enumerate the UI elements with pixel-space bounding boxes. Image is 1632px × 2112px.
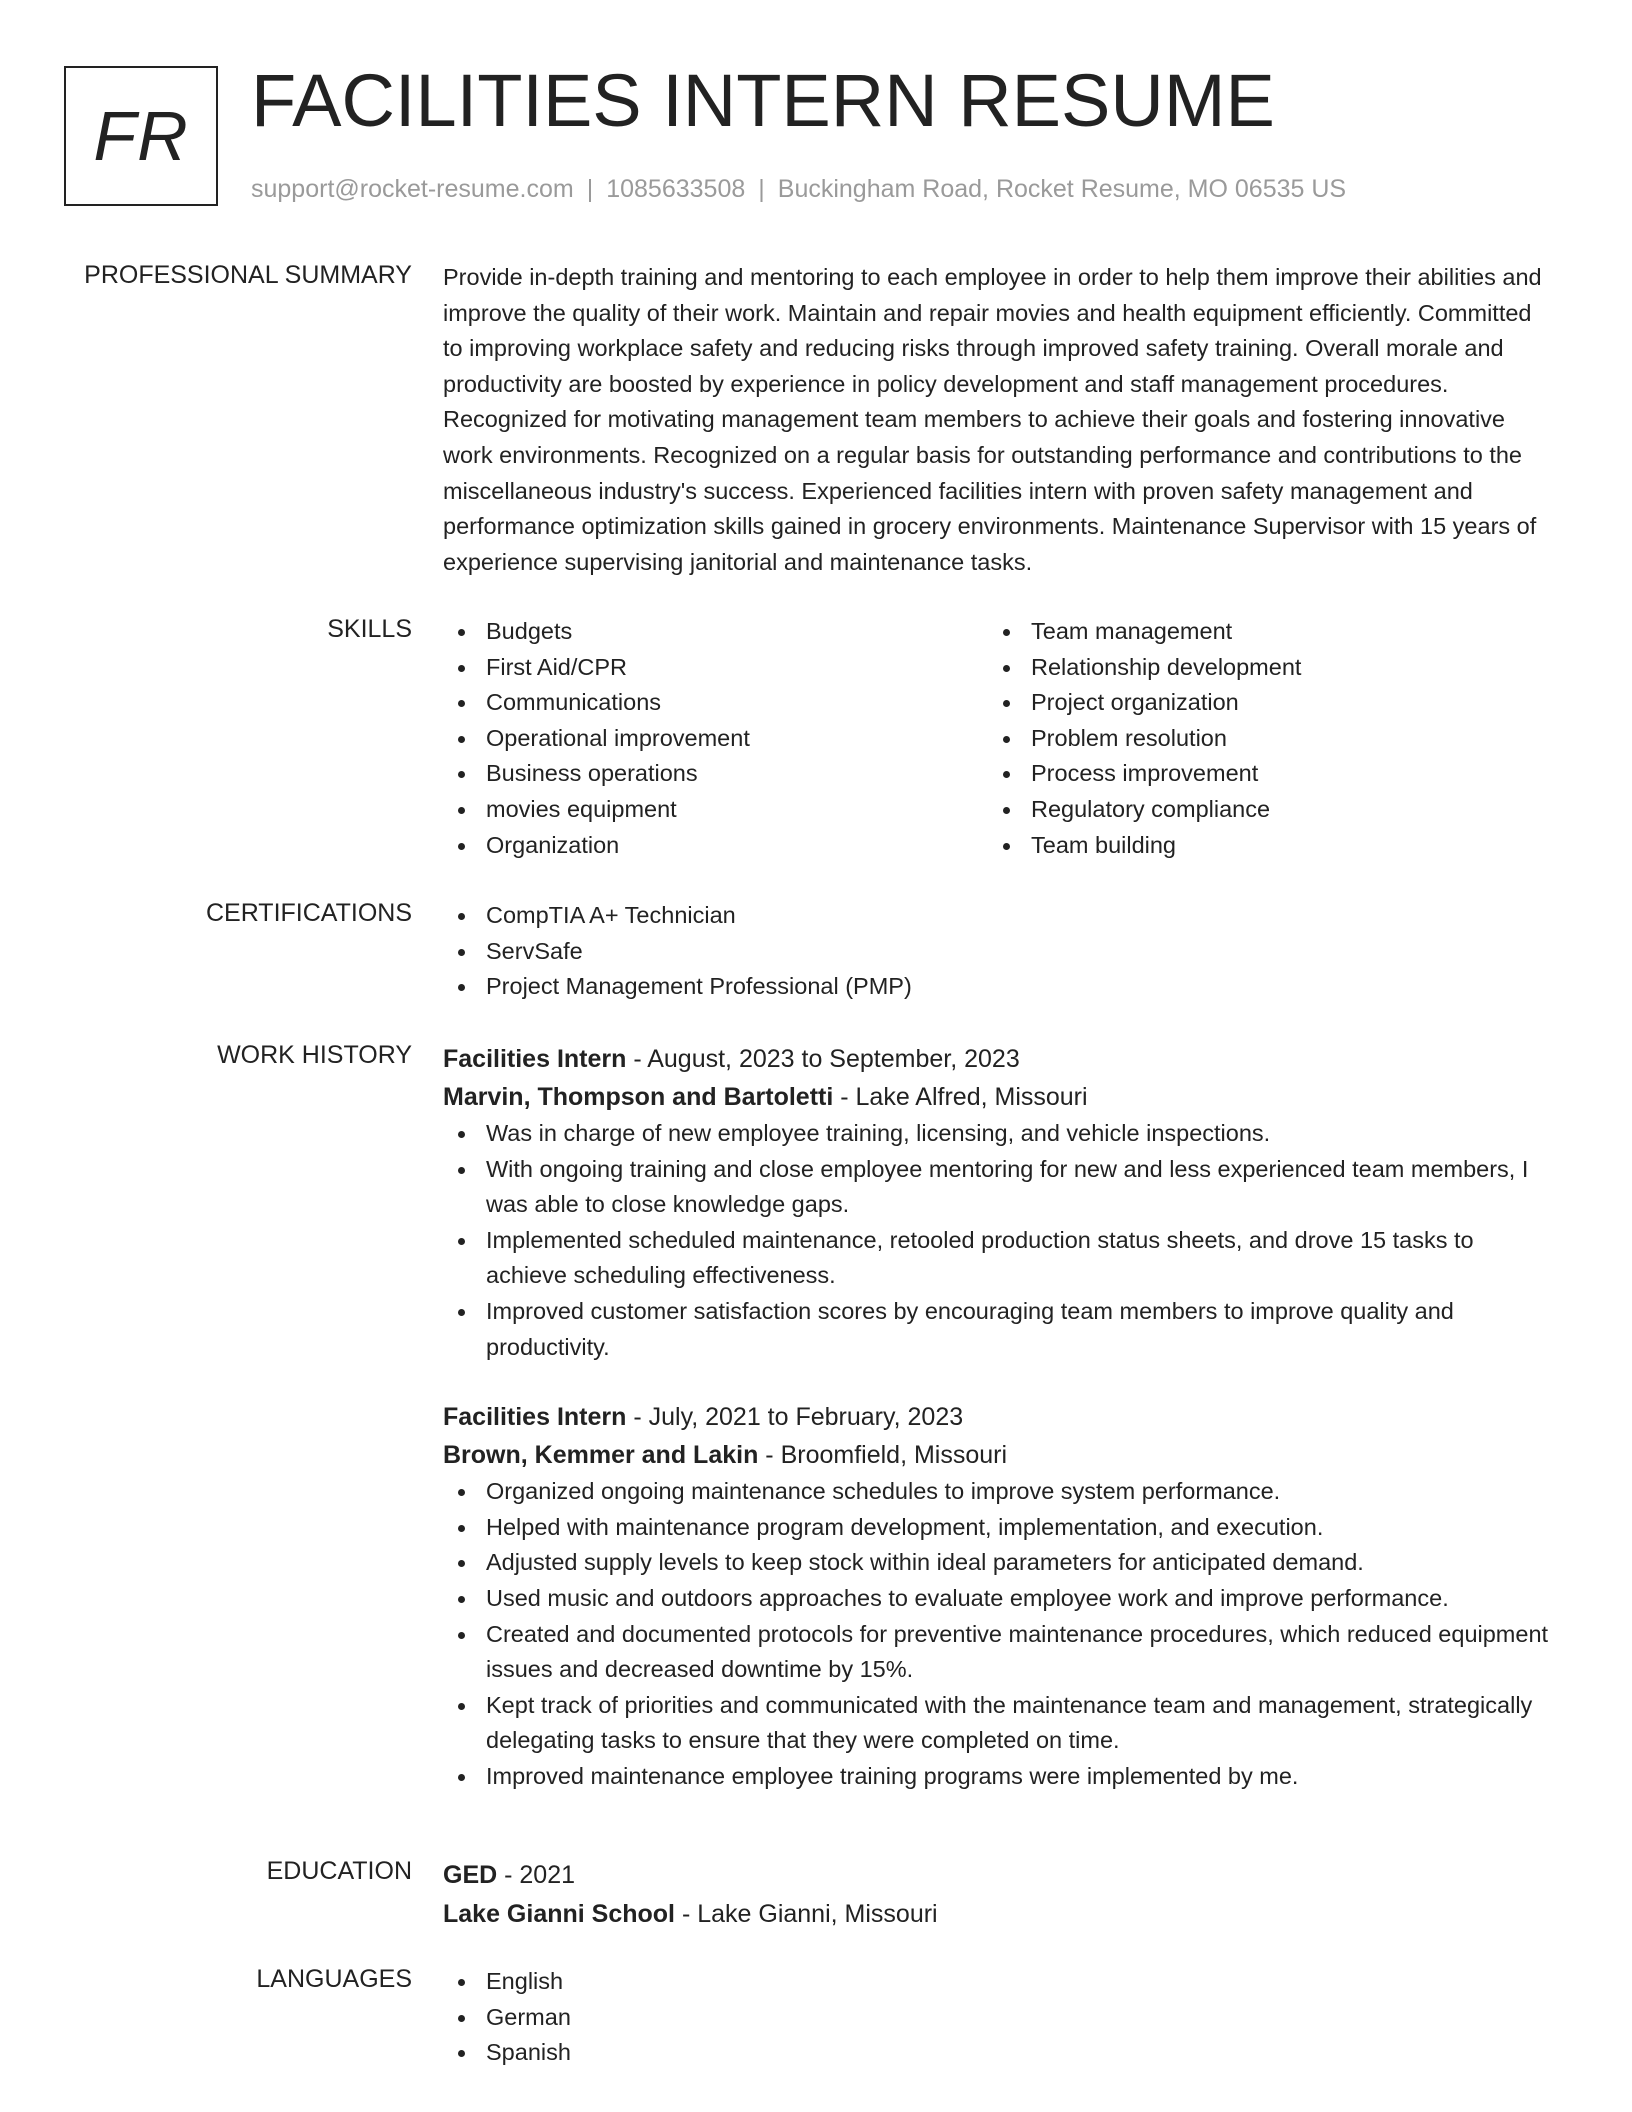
skill-item: Operational improvement [443,721,988,757]
section-label-work-history: WORK HISTORY [217,1041,412,1069]
languages-body [443,1964,1553,2071]
job-duty: Adjusted supply levels to keep stock within ideal parameters for anticipated demand. [443,1545,1553,1581]
certification-item: Project Management Professional (PMP) [443,969,1553,1005]
job-dates: - August, 2023 to September, 2023 [626,1045,1020,1073]
resume-title: FACILITIES INTERN RESUME [251,59,1275,142]
job-title-line [443,1398,1553,1436]
education-degree: GED [443,1861,498,1889]
education-body [443,1856,1553,1933]
job-company: Brown, Kemmer and Lakin [443,1441,759,1470]
certifications-list [443,898,1553,1005]
job-duty: Organized ongoing maintenance schedules to improve system performance. [443,1474,1553,1510]
skill-item: Organization [443,828,988,864]
job-entry [443,1398,1553,1794]
skill-item: Process improvement [988,756,1533,792]
job-location: - Broomfield, Missouri [758,1441,1008,1470]
skill-item: Problem resolution [988,721,1533,757]
skills-list-left [443,614,988,863]
contact-email: support@rocket-resume.com [251,175,574,203]
job-dates: - July, 2021 to February, 2023 [626,1403,964,1432]
skill-item: Project organization [988,685,1533,721]
education-school-line [443,1895,1553,1933]
education-location: - Lake Gianni, Missouri [675,1900,938,1928]
job-duty: Kept track of priorities and communicated with the maintenance team and management, strategically delegating tasks to ensure that they were completed on time. [443,1688,1553,1759]
certifications-body [443,898,1553,1005]
education-degree-line [443,1856,1553,1894]
job-duty: With ongoing training and close employee mentoring for new and less experienced team members, I was able to close knowledge gaps. [443,1152,1553,1223]
languages-list [443,1964,1553,2071]
job-company-line [443,1436,1553,1474]
skill-item: First Aid/CPR [443,650,988,686]
skill-item: Team building [988,828,1533,864]
job-duty: Improved customer satisfaction scores by encouraging team members to improve quality and productivity. [443,1294,1553,1365]
skill-item: Team management [988,614,1533,650]
skill-item: Business operations [443,756,988,792]
job-duties-list [443,1474,1553,1794]
job-title: Facilities Intern [443,1403,627,1432]
education-year: - 2021 [497,1861,576,1889]
skills-list-right [988,614,1533,863]
language-item: Spanish [443,2035,1553,2071]
summary-body [443,260,1553,580]
job-duties-list [443,1116,1553,1365]
job-title: Facilities Intern [443,1045,627,1073]
section-label-certifications: CERTIFICATIONS [205,899,412,927]
summary-text: Provide in-depth training and mentoring to each employee in order to help them improve their abilities and improve the quality of their work. Maintain and repair movies and health equipment efficiently. Committed to improving workplace safety and reducing risks through improved safety training. Overall morale and productivity are boosted by experience in policy development and staff management procedures. Recognized for motivating management team members to achieve their goals and fostering innovative work environments. Recognized on a regular basis for outstanding performance and contributions to the miscellaneous industry's success. Experienced facilities intern with proven safety management and performance optimization skills gained in grocery environments. Maintenance Supervisor with 15 years of experience supervising janitorial and maintenance tasks. [443,264,1542,575]
section-label-education: EDUCATION [266,1857,412,1885]
certification-item: CompTIA A+ Technician [443,898,1553,934]
contact-line [251,174,1346,204]
skill-item: Budgets [443,614,988,650]
monogram: FR [64,66,218,206]
language-item: English [443,1964,1553,2000]
contact-separator: | [586,175,594,203]
job-duty: Used music and outdoors approaches to evaluate employee work and improve performance. [443,1581,1553,1617]
skill-item: Communications [443,685,988,721]
job-company: Marvin, Thompson and Bartoletti [443,1083,834,1111]
education-school: Lake Gianni School [443,1900,675,1928]
skills-body [443,614,1553,863]
skill-item: Regulatory compliance [988,792,1533,828]
job-duty: Improved maintenance employee training programs were implemented by me. [443,1759,1553,1795]
skill-item: Relationship development [988,650,1533,686]
job-duty: Was in charge of new employee training, licensing, and vehicle inspections. [443,1116,1553,1152]
job-duty: Implemented scheduled maintenance, retooled production status sheets, and drove 15 tasks to achieve scheduling effectiveness. [443,1223,1553,1294]
language-item: German [443,2000,1553,2036]
job-company-line [443,1078,1553,1116]
section-label-skills: SKILLS [327,615,412,643]
contact-phone: 1085633508 [606,175,746,203]
section-label-summary: PROFESSIONAL SUMMARY [84,261,412,289]
section-label-languages: LANGUAGES [256,1965,412,1993]
skill-item: movies equipment [443,792,988,828]
job-duty: Helped with maintenance program development, implementation, and execution. [443,1510,1553,1546]
job-title-line [443,1040,1553,1078]
job-location: - Lake Alfred, Missouri [833,1083,1088,1111]
work-history-body [443,1040,1553,1795]
contact-separator: | [758,175,765,203]
contact-address: Buckingham Road, Rocket Resume, MO 06535 US [777,175,1347,203]
job-duty: Created and documented protocols for preventive maintenance procedures, which reduced equipment issues and decreased downtime by 15%. [443,1617,1553,1688]
certification-item: ServSafe [443,934,1553,970]
job-entry [443,1040,1553,1365]
